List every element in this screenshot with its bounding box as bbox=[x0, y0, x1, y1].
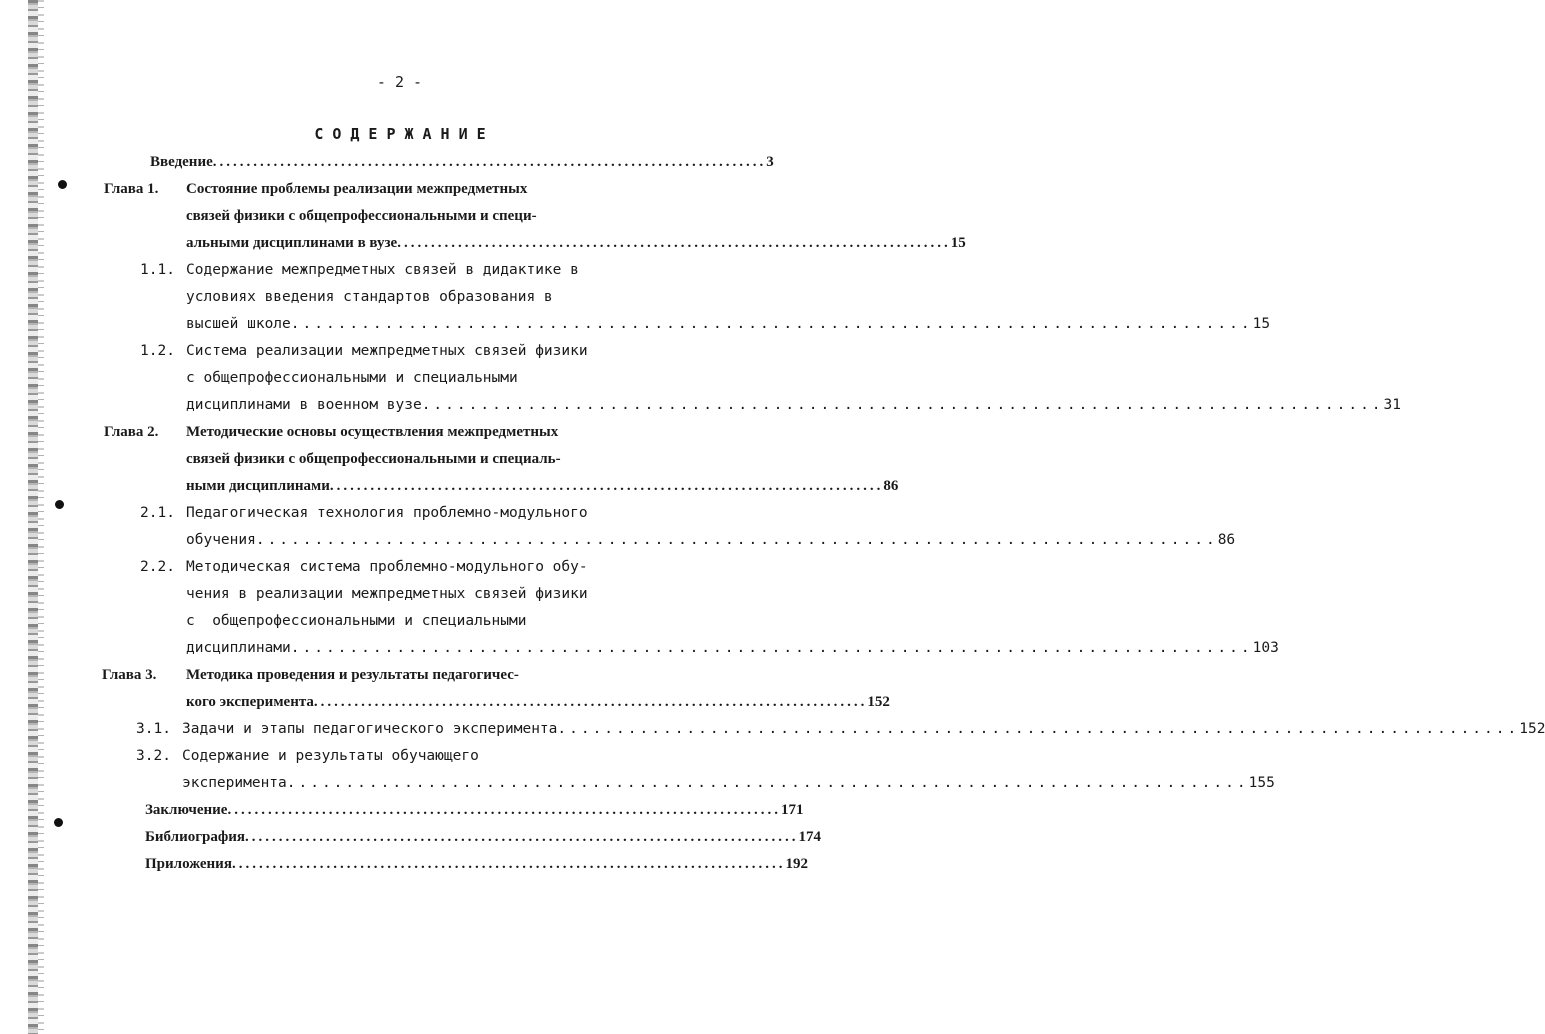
toc-page-number: 174 bbox=[798, 829, 822, 845]
toc-entry-text: Система реализации межпредметных связей физики bbox=[186, 343, 588, 359]
toc-entry-text: связей физики с общепрофессиональными и специ- bbox=[186, 208, 537, 224]
toc-leader-dots: .................................................................................. bbox=[557, 721, 1520, 737]
toc-entry-section-2-2-line-4[interactable] bbox=[186, 635, 1279, 661]
toc-page-number: 103 bbox=[1252, 640, 1279, 656]
toc-section-label: 2.1. bbox=[140, 505, 175, 521]
toc-entry-section-1-2-line-3[interactable] bbox=[186, 392, 1402, 418]
toc-leader-dots: .................................................................................. bbox=[212, 154, 767, 170]
toc-section-label: 1.1. bbox=[140, 262, 175, 278]
toc-chapter-label: Глава 2. bbox=[104, 424, 159, 440]
toc-entry-text: Приложения bbox=[145, 856, 232, 872]
toc-entry-section-1-1-line-1[interactable] bbox=[186, 257, 656, 283]
toc-entry-section-3-1[interactable] bbox=[182, 716, 1545, 742]
scan-edge-shadow bbox=[38, 0, 44, 1034]
toc-entry-introduction[interactable] bbox=[150, 149, 774, 175]
toc-section-label: 2.2. bbox=[140, 559, 175, 575]
toc-entry-section-1-2-line-1[interactable] bbox=[186, 338, 656, 364]
toc-entry-text: условиях введения стандартов образования в bbox=[186, 289, 553, 305]
toc-entry-text: чения в реализации межпредметных связей физики bbox=[186, 586, 588, 602]
toc-entry-section-3-2-line-1[interactable] bbox=[182, 743, 652, 769]
toc-entry-section-2-2-line-3[interactable] bbox=[186, 608, 656, 634]
toc-entry-section-1-1-line-3[interactable] bbox=[186, 311, 1271, 337]
toc-leader-dots: .................................................................................. bbox=[286, 775, 1249, 791]
toc-entry-chapter-3-line-1[interactable] bbox=[186, 662, 646, 688]
toc-entry-section-1-1-line-2[interactable] bbox=[186, 284, 656, 310]
toc-entry-section-2-1-line-1[interactable] bbox=[186, 500, 656, 526]
toc-entry-text: Содержание межпредметных связей в дидактике в bbox=[186, 262, 579, 278]
toc-entry-text: ными дисциплинами bbox=[186, 478, 330, 494]
toc-page-number: 192 bbox=[785, 856, 808, 872]
toc-entry-text: с общепрофессиональными и специальными bbox=[186, 370, 518, 386]
toc-leader-dots: .................................................................................. bbox=[397, 235, 951, 251]
toc-page-number: 15 bbox=[1252, 316, 1271, 332]
page-title: СОДЕРЖАНИЕ bbox=[314, 125, 495, 143]
toc-entry-text: Методические основы осуществления межпредметных bbox=[186, 424, 559, 440]
toc-entry-text: Библиография bbox=[145, 829, 246, 845]
toc-entry-text: Заключение bbox=[145, 802, 228, 818]
toc-entry-section-2-2-line-1[interactable] bbox=[186, 554, 656, 580]
margin-mark bbox=[58, 180, 67, 189]
toc-entry-text: Состояние проблемы реализации межпредметных bbox=[186, 181, 528, 197]
toc-entry-text: дисциплинами bbox=[186, 640, 291, 656]
toc-section-label: 3.2. bbox=[136, 748, 171, 764]
page-number: - 2 - bbox=[376, 73, 423, 91]
toc-page-number: 155 bbox=[1248, 775, 1275, 791]
toc-section-label: 1.2. bbox=[140, 343, 175, 359]
toc-entry-chapter-2-line-1[interactable] bbox=[186, 419, 656, 445]
toc-page-number: 3 bbox=[766, 154, 774, 170]
toc-entry-text: Методика проведения и результаты педагогичес- bbox=[186, 667, 519, 683]
scan-edge bbox=[28, 0, 38, 1034]
toc-leader-dots: .................................................................................. bbox=[313, 694, 868, 710]
toc-page-number: 31 bbox=[1383, 397, 1402, 413]
toc-entry-text: дисциплинами в военном вузе bbox=[186, 397, 422, 413]
toc-entry-appendices[interactable] bbox=[145, 851, 808, 877]
toc-entry-text: Содержание и результаты обучающего bbox=[182, 748, 479, 764]
toc-entry-text: альными дисциплинами в вузе bbox=[186, 235, 398, 251]
toc-entry-bibliography[interactable] bbox=[145, 824, 822, 850]
toc-leader-dots: .................................................................................. bbox=[245, 829, 799, 845]
toc-entry-text: Введение bbox=[150, 154, 213, 170]
margin-mark bbox=[55, 500, 64, 509]
toc-page-number: 15 bbox=[950, 235, 966, 251]
toc-leader-dots: .................................................................................. bbox=[255, 532, 1218, 548]
toc-leader-dots: .................................................................................. bbox=[329, 478, 884, 494]
toc-entry-chapter-1-line-1[interactable] bbox=[186, 176, 656, 202]
toc-entry-section-3-2-line-2[interactable] bbox=[182, 770, 1275, 796]
toc-leader-dots: .................................................................................. bbox=[290, 316, 1253, 332]
toc-entry-chapter-1-line-2[interactable] bbox=[186, 203, 656, 229]
toc-entry-text: эксперимента bbox=[182, 775, 287, 791]
toc-entry-text: с общепрофессиональными и специальными bbox=[186, 613, 527, 629]
toc-entry-section-2-2-line-2[interactable] bbox=[186, 581, 656, 607]
toc-entry-chapter-1-line-3[interactable] bbox=[186, 230, 966, 256]
toc-entry-chapter-3-line-2[interactable] bbox=[186, 689, 890, 715]
toc-chapter-label: Глава 3. bbox=[102, 667, 157, 683]
toc-entry-chapter-2-line-2[interactable] bbox=[186, 446, 656, 472]
toc-leader-dots: .................................................................................. bbox=[227, 802, 781, 818]
toc-page-number: 171 bbox=[780, 802, 804, 818]
toc-entry-text: Методическая система проблемно-модульного обу- bbox=[186, 559, 588, 575]
toc-entry-text: высшей школе bbox=[186, 316, 291, 332]
toc-page-number: 152 bbox=[867, 694, 890, 710]
toc-leader-dots: .................................................................................. bbox=[421, 397, 1384, 413]
toc-chapter-label: Глава 1. bbox=[104, 181, 159, 197]
toc-leader-dots: .................................................................................. bbox=[290, 640, 1253, 656]
toc-entry-text: Педагогическая технология проблемно-модульного bbox=[186, 505, 588, 521]
toc-entry-section-1-2-line-2[interactable] bbox=[186, 365, 656, 391]
toc-page-number: 86 bbox=[883, 478, 899, 494]
toc-entry-text: Задачи и этапы педагогического эксперимента bbox=[182, 721, 558, 737]
toc-entry-text: обучения bbox=[186, 532, 256, 548]
toc-page-number: 86 bbox=[1217, 532, 1236, 548]
toc-entry-chapter-2-line-3[interactable] bbox=[186, 473, 899, 499]
margin-mark bbox=[54, 818, 63, 827]
toc-section-label: 3.1. bbox=[136, 721, 171, 737]
toc-page-number: 152 bbox=[1519, 721, 1545, 737]
toc-entry-section-2-1-line-2[interactable] bbox=[186, 527, 1236, 553]
toc-leader-dots: .................................................................................. bbox=[231, 856, 786, 872]
toc-entry-conclusion[interactable] bbox=[145, 797, 804, 823]
toc-entry-text: связей физики с общепрофессиональными и специаль- bbox=[186, 451, 561, 467]
toc-entry-text: кого эксперимента bbox=[186, 694, 314, 710]
